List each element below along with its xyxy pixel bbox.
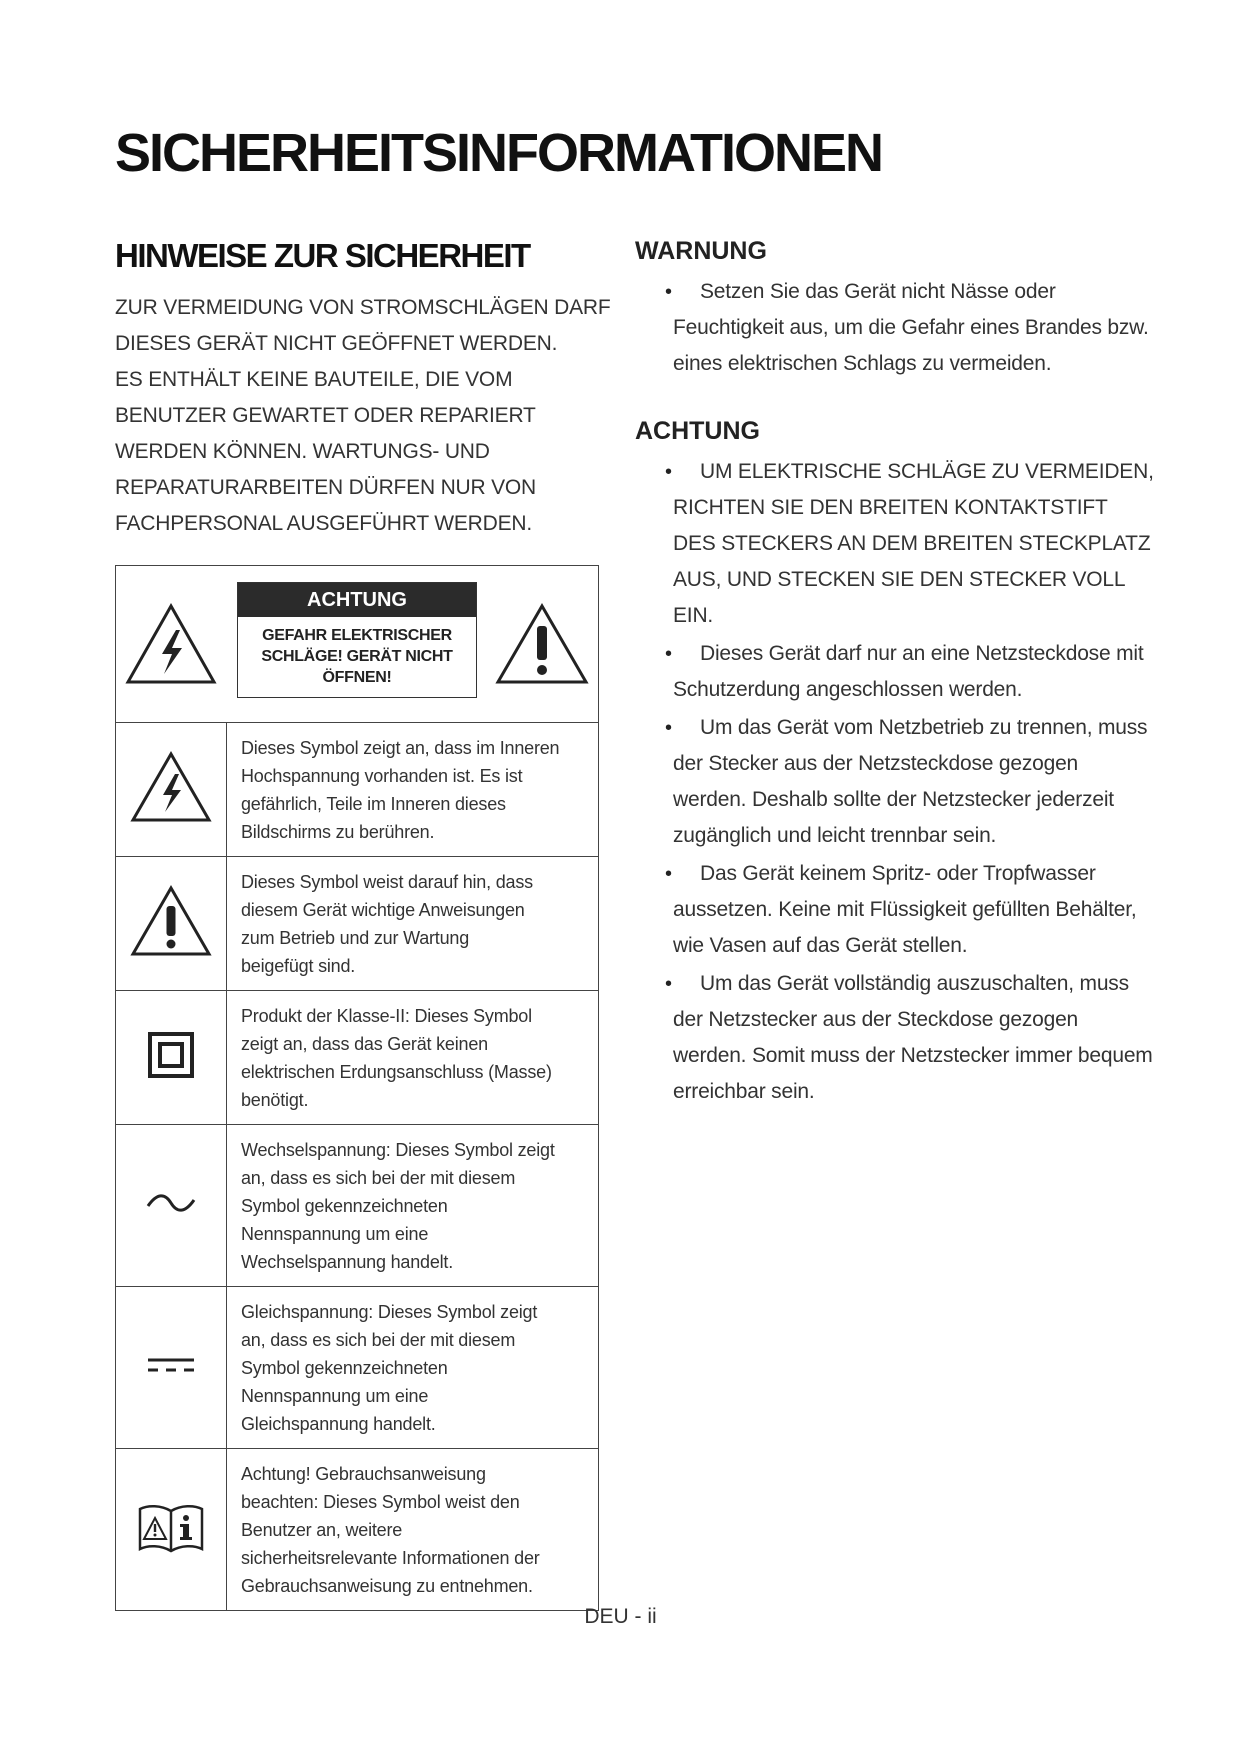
caution-item [635,966,1155,1110]
caution-item [635,454,1155,634]
caution-item-text: UM ELEKTRISCHE SCHLÄGE ZU VERMEIDEN, RICHTEN SIE DEN BREITEN KONTAKTSTIFT DES STECKERS AN DEM BREITEN STECKPLATZ AUS, UND STECKEN SIE DEN STECKER VOLL EIN. [673,460,1154,627]
caution-label-heading: ACHTUNG [238,583,476,617]
description-line: elektrischen Erdungsanschluss (Masse) [241,1062,552,1082]
intro-line: DIESES GERÄT NICHT GEÖFFNET WERDEN. [115,332,558,355]
description-line: Wechselspannung: Dieses Symbol zeigt [241,1140,555,1160]
caution-item [635,710,1155,854]
description-line: zeigt an, dass das Gerät keinen [241,1034,488,1054]
caution-item [635,636,1155,708]
intro-line: REPARATURARBEITEN DÜRFEN NUR VON [115,476,537,499]
description-line: Hochspannung vorhanden ist. Es ist [241,766,523,786]
class-ii-double-square-icon [147,1031,195,1084]
caution-item-text: Das Gerät keinem Spritz- oder Tropfwasser aussetzen. Keine mit Flüssigkeit gefüllten Behälter, wie Vasen auf das Gerät stellen. [673,862,1137,957]
warning-item-text: Setzen Sie das Gerät nicht Nässe oder Feuchtigkeit aus, um die Gefahr eines Brandes bzw. eines elektrischen Schlags zu vermeiden. [673,280,1149,375]
description-line: gefährlich, Teile im Inneren dieses [241,794,506,814]
description-line: Gebrauchsanweisung zu entnehmen. [241,1576,533,1596]
intro-line: WERDEN KÖNNEN. WARTUNGS- UND [115,440,490,463]
description-line: an, dass es sich bei der mit diesem [241,1330,516,1350]
safety-notes-title: HINWEISE ZUR SICHERHEIT [115,237,530,274]
description-line: Dieses Symbol zeigt an, dass im Inneren [241,738,560,758]
bullet-icon: • [665,717,672,739]
description-line: beigefügt sind. [241,956,356,976]
symbol-row [116,991,598,1125]
page-title: SICHERHEITSINFORMATIONEN [115,123,883,183]
description-line: Symbol gekennzeichneten [241,1196,448,1216]
symbol-description [227,1125,598,1286]
description-line: Symbol gekennzeichneten [241,1358,448,1378]
warning-list [635,274,1155,382]
caution-label-header [116,566,598,723]
description-line: beachten: Dieses Symbol weist den [241,1492,520,1512]
safety-notes-intro [115,290,610,542]
symbol-description [227,1449,598,1610]
symbol-description [227,991,598,1124]
ac-tilde-icon [145,1191,197,1220]
bullet-icon: • [665,863,672,885]
exclamation-triangle-icon [494,602,590,691]
symbol-description [227,723,598,856]
symbol-description [227,857,598,990]
caution-title: ACHTUNG [635,417,760,445]
caution-item-text: Dieses Gerät darf nur an eine Netzsteckdose mit Schutzerdung angeschlossen werden. [673,642,1144,701]
caution-label-body [238,617,476,688]
symbol-row [116,1287,598,1449]
description-line: Produkt der Klasse-II: Dieses Symbol [241,1006,532,1026]
bullet-icon: • [665,461,672,483]
caution-label-line: GEFAHR ELEKTRISCHER [262,627,452,644]
description-line: Nennspannung um eine [241,1386,429,1406]
caution-label [237,582,477,698]
description-line: Dieses Symbol weist darauf hin, dass [241,872,533,892]
caution-list [635,454,1155,1110]
description-line: Wechselspannung handelt. [241,1252,454,1272]
description-line: zum Betrieb und zur Wartung [241,928,470,948]
symbol-row [116,857,598,991]
caution-label-line: ÖFFNEN! [322,669,392,686]
manual-info-icon [136,1501,206,1558]
description-line: Gleichspannung: Dieses Symbol zeigt [241,1302,538,1322]
symbol-row [116,723,598,857]
intro-line: ES ENTHÄLT KEINE BAUTEILE, DIE VOM [115,368,513,391]
symbol-table [115,565,599,1611]
warning-item [635,274,1155,382]
intro-line: ZUR VERMEIDUNG VON STROMSCHLÄGEN DARF [115,296,611,319]
dc-voltage-icon [145,1354,197,1381]
symbol-row [116,1125,598,1287]
page-number: DEU - ii [584,1605,657,1628]
lightning-triangle-icon [124,602,218,691]
warning-title: WARNUNG [635,237,767,265]
description-line: sicherheitsrelevante Informationen der [241,1548,540,1568]
intro-line: FACHPERSONAL AUSGEFÜHRT WERDEN. [115,512,532,535]
description-line: Bildschirms zu berühren. [241,822,435,842]
warnings-column [635,232,1155,1112]
description-line: an, dass es sich bei der mit diesem [241,1168,516,1188]
caution-label-line: SCHLÄGE! GERÄT NICHT [261,648,453,665]
bullet-icon: • [665,281,672,303]
description-line: diesem Gerät wichtige Anweisungen [241,900,525,920]
symbol-row [116,1449,598,1610]
lightning-triangle-icon [129,750,213,829]
description-line: benötigt. [241,1090,309,1110]
description-line: Gleichspannung handelt. [241,1414,436,1434]
exclamation-triangle-icon [129,884,213,963]
symbol-description [227,1287,598,1448]
description-line: Nennspannung um eine [241,1224,429,1244]
safety-notes-column [115,232,610,542]
caution-item-text: Um das Gerät vom Netzbetrieb zu trennen, muss der Stecker aus der Netzsteckdose gezogen werden. Deshalb sollte der Netzstecker jederzeit zugänglich und leicht trennbar sein. [673,716,1148,847]
description-line: Achtung! Gebrauchsanweisung [241,1464,486,1484]
caution-item-text: Um das Gerät vollständig auszuschalten, muss der Netzstecker aus der Steckdose gezogen werden. Somit muss der Netzstecker immer bequem erreichbar sein. [673,972,1153,1103]
intro-line: BENUTZER GEWARTET ODER REPARIERT [115,404,536,427]
description-line: Benutzer an, weitere [241,1520,403,1540]
bullet-icon: • [665,643,672,665]
bullet-icon: • [665,973,672,995]
caution-item [635,856,1155,964]
